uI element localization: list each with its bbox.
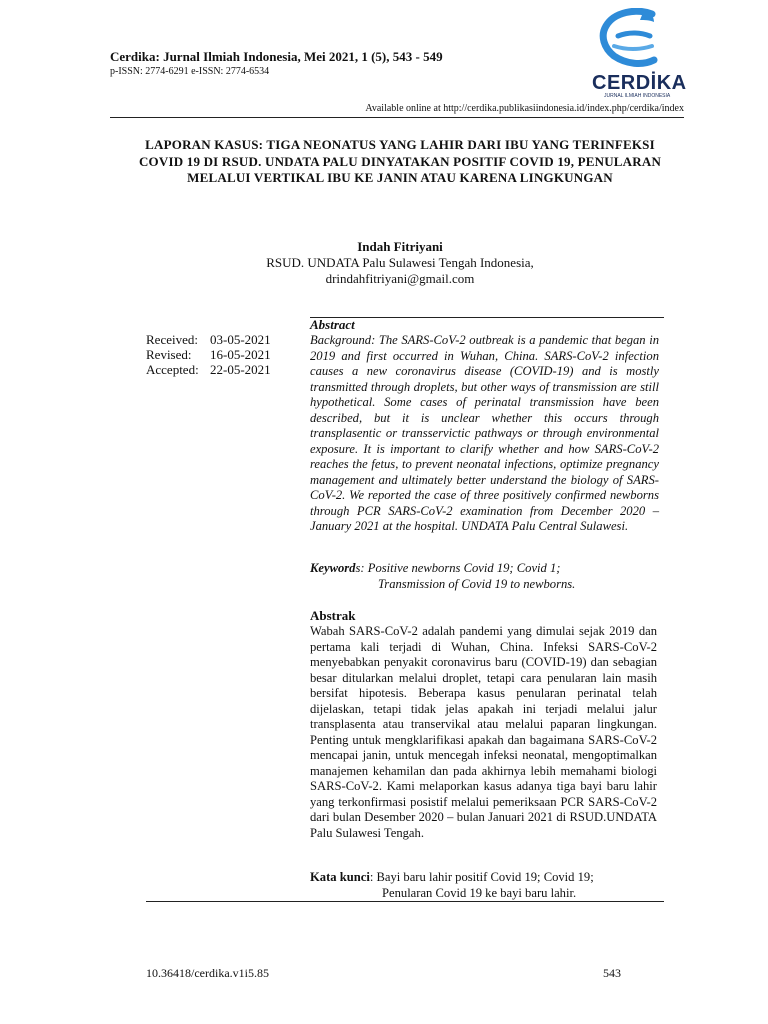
revised-row bbox=[146, 347, 271, 362]
revised-date: 16-05-2021 bbox=[210, 347, 271, 362]
author-affiliation-block bbox=[150, 255, 650, 287]
accepted-label: Accepted: bbox=[146, 362, 199, 377]
abstract-body: Background: The SARS-CoV-2 outbreak is a pandemic that began in 2019 and first occurred in Wuhan, China. SARS-CoV-2 infection causes a new coronavirus disease (COVID-19) and is mostly transmitted through droplets, but other ways of transmission are still hypothetical. Some cases of perinatal transmission have been described, but it is unclear whether this occurs through transplasentic or transservictic pathways or through environmental exposure. It is important to clarify whether and how SARS-CoV-2 reaches the fetus, to prevent neonatal infections, optimize pregnancy management and ultimately better understand the biology of SARS-CoV-2. We reported the case of three positively confirmed newborns through PCR SARS-CoV-2 examination from December 2020 – January 2021 at the hospital. UNDATA Palu Central Sulawesi. bbox=[310, 333, 659, 533]
issn-line: p-ISSN: 2774-6291 e-ISSN: 2774-6534 bbox=[110, 66, 270, 77]
journal-citation: Cerdika: Jurnal Ilmiah Indonesia, Mei 2021, 1 (5), 543 - 549 bbox=[110, 49, 443, 64]
received-label: Received: bbox=[146, 332, 198, 347]
kata-kunci-line-2: Penularan Covid 19 ke bayi baru lahir. bbox=[382, 885, 577, 900]
author-email[interactable]: drindahfitriyani@gmail.com bbox=[325, 271, 475, 286]
abstract-top-rule bbox=[310, 317, 664, 318]
cerdika-logo-icon bbox=[584, 8, 694, 72]
keywords-line-1: Positive newborns Covid 19; Covid 1; bbox=[367, 561, 561, 575]
accepted-date: 22-05-2021 bbox=[210, 362, 271, 377]
kata-kunci-label: Kata kunci bbox=[310, 870, 370, 884]
abstrak-keywords bbox=[310, 870, 660, 901]
logo-tagline: JURNAL ILMIAH INDONESIA bbox=[604, 93, 671, 99]
abstrak-body: Wabah SARS-CoV-2 adalah pandemi yang dimulai sejak 2019 dan pertama kali terjadi di Wuhan, China. Infeksi SARS-CoV-2 menyebabkan penyakit coronavirus baru (COVID-19) dan sebagian besar ditularkan melalui droplet, tetapi cara penularan lain masih bersifat hipotesis. Beberapa kasus penularan perinatal telah dijelaskan, tetapi tidak jelas apakah ini terjadi melalui jalur transplasenta atau transervikal atau melalui paparan lingkungan. Penting untuk mengklarifikasi apakah dan bagaimana SARS-CoV-2 mencapai janin, untuk mencegah infeksi neonatal, mengoptimalkan manajemen kehamilan dan pada akhirnya lebih memahami biologi SARS-CoV-2. Kami melaporkan kasus adanya tiga bayi baru lahir yang terkonfirmasi posistif melalui pemeriksaan PCR SARS-CoV-2 dari bulan Desember 2020 – bulan Januari 2021 di RSUD.UNDATA Palu Sulawesi Tengah. bbox=[310, 624, 657, 840]
available-online-link[interactable]: Available online at http://cerdika.publikasiindonesia.id/index.php/cerdika/index bbox=[365, 103, 684, 114]
page-number: 543 bbox=[603, 966, 621, 980]
logo-wordmark: CERDİKA bbox=[592, 72, 687, 94]
keywords-label-suffix: s: bbox=[355, 561, 365, 575]
article-dates bbox=[146, 332, 271, 377]
article-title: LAPORAN KASUS: TIGA NEONATUS YANG LAHIR DARI IBU YANG TERINFEKSI COVID 19 DI RSUD. UNDATA PALU DINYATAKAN POSITIF COVID 19, PENULARAN MELALUI VERTIKAL IBU KE JANIN ATAU KARENA LINGKUNGAN bbox=[138, 137, 662, 185]
abstrak-heading: Abstrak bbox=[310, 608, 356, 623]
doi[interactable]: 10.36418/cerdika.v1i5.85 bbox=[146, 966, 269, 980]
keywords-label: Keyword bbox=[310, 561, 356, 575]
abstract-bottom-rule bbox=[146, 901, 664, 902]
header-divider bbox=[110, 117, 684, 118]
affiliation: RSUD. UNDATA Palu Sulawesi Tengah Indonesia, bbox=[266, 255, 534, 270]
revised-label: Revised: bbox=[146, 347, 192, 362]
kata-kunci-line-1: : Bayi baru lahir positif Covid 19; Covid 19; bbox=[369, 870, 594, 884]
received-date: 03-05-2021 bbox=[210, 332, 271, 347]
abstract-keywords bbox=[310, 561, 660, 592]
author-name: Indah Fitriyani bbox=[357, 239, 443, 254]
keywords-line-2: Transmission of Covid 19 to newborns. bbox=[378, 576, 576, 591]
abstract-heading: Abstract bbox=[310, 317, 355, 332]
received-row bbox=[146, 332, 271, 347]
accepted-row bbox=[146, 362, 271, 377]
cerdika-logo bbox=[584, 8, 694, 104]
